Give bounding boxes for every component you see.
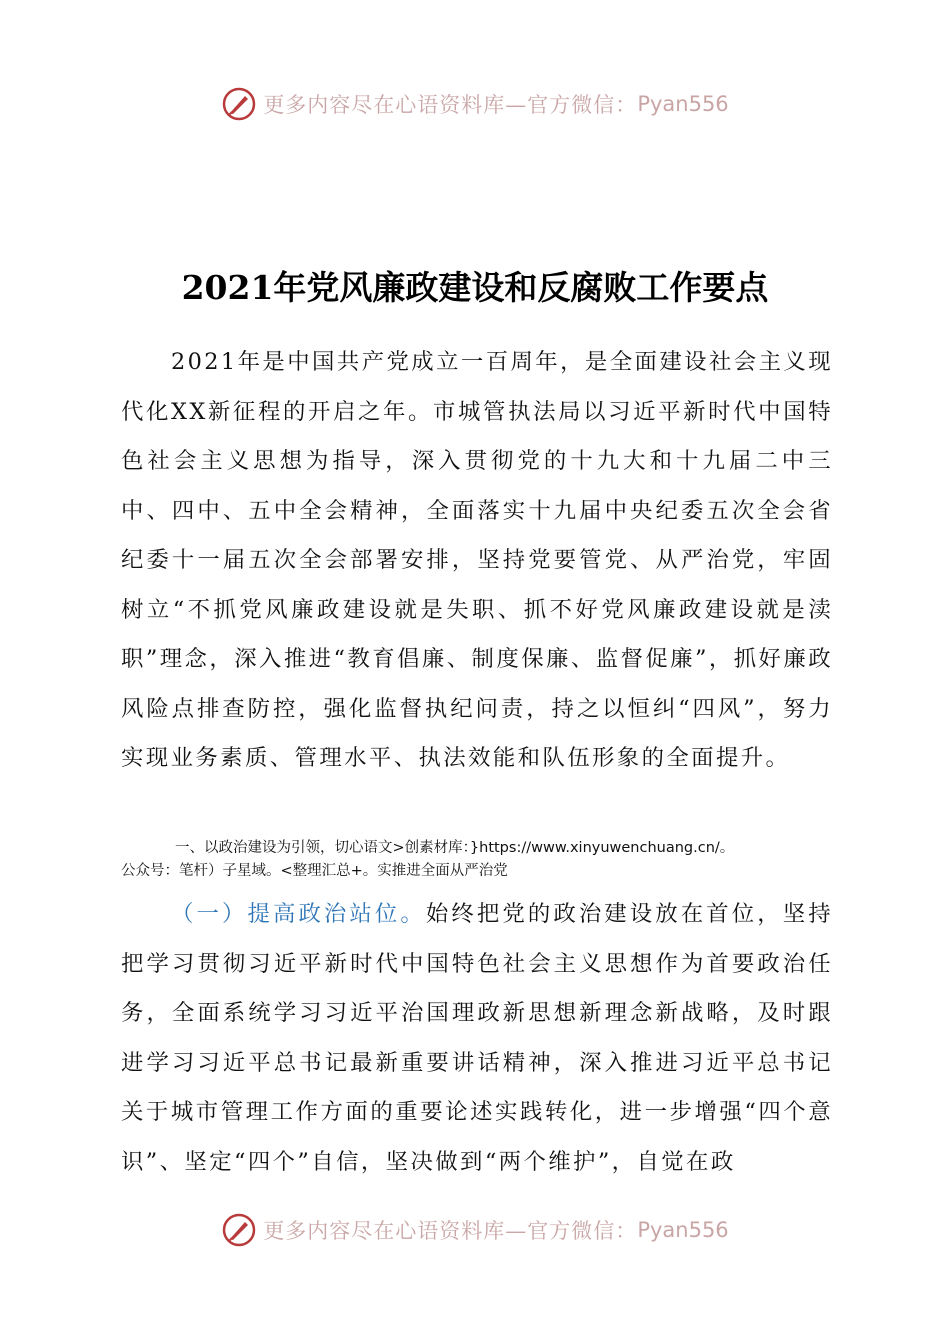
- subsection-paragraph: [121, 890, 833, 1187]
- banner-wechat-id: Pyan556: [637, 1218, 729, 1242]
- section-heading-line-1: 一、以政治建设为引领，切心语文>创素材库：}https://www.xinyuwenchuang.cn/。: [175, 840, 735, 856]
- header-watermark-banner: [0, 84, 950, 124]
- subsection-heading: （一）提高政治站位。: [171, 901, 426, 927]
- quill-logo-icon: [221, 1212, 257, 1248]
- section-heading-line-2: 公众号：笔杆）子星域。<整理汇总+。实推进全面从严治党: [121, 863, 508, 879]
- banner-text: 更多内容尽在心语资料库—官方微信：: [263, 93, 638, 117]
- footer-watermark-banner: [0, 1210, 950, 1250]
- intro-paragraph: 2021年是中国共产党成立一百周年，是全面建设社会主义现代化XX新征程的开启之年。市城管执法局以习近平新时代中国特色社会主义思想为指导，深入贯彻党的十九大和十九届二中三中、四中、五中全会精神，全面落实十九届中央纪委五次全会省纪委十一届五次全会部署安排，坚持党要管党、从严治党，牢固树立“不抓党风廉政建设就是失职、抓不好党风廉政建设就是渎职”理念，深入推进“教育倡廉、制度保廉、监督促廉”，抓好廉政风险点排查防控，强化监督执纪问责，持之以恒纠“四风”，努力实现业务素质、管理水平、执法效能和队伍形象的全面提升。: [121, 349, 833, 771]
- banner-text: 更多内容尽在心语资料库—官方微信：: [263, 1219, 638, 1243]
- quill-logo-icon: [221, 86, 257, 122]
- banner-wechat-id: Pyan556: [637, 92, 729, 116]
- document-title: 2021年党风廉政建设和反腐败工作要点: [181, 268, 769, 307]
- subsection-body: 始终把党的政治建设放在首位，坚持把学习贯彻习近平新时代中国特色社会主义思想作为首要政治任务，全面系统学习习近平治国理政新思想新理念新战略，及时跟进学习习近平总书记最新重要讲话精神，深入推进习近平总书记关于城市管理工作方面的重要论述实践转化，进一步增强“四个意识”、坚定“四个”自信，坚决做到“两个维护”，自觉在政: [121, 901, 834, 1175]
